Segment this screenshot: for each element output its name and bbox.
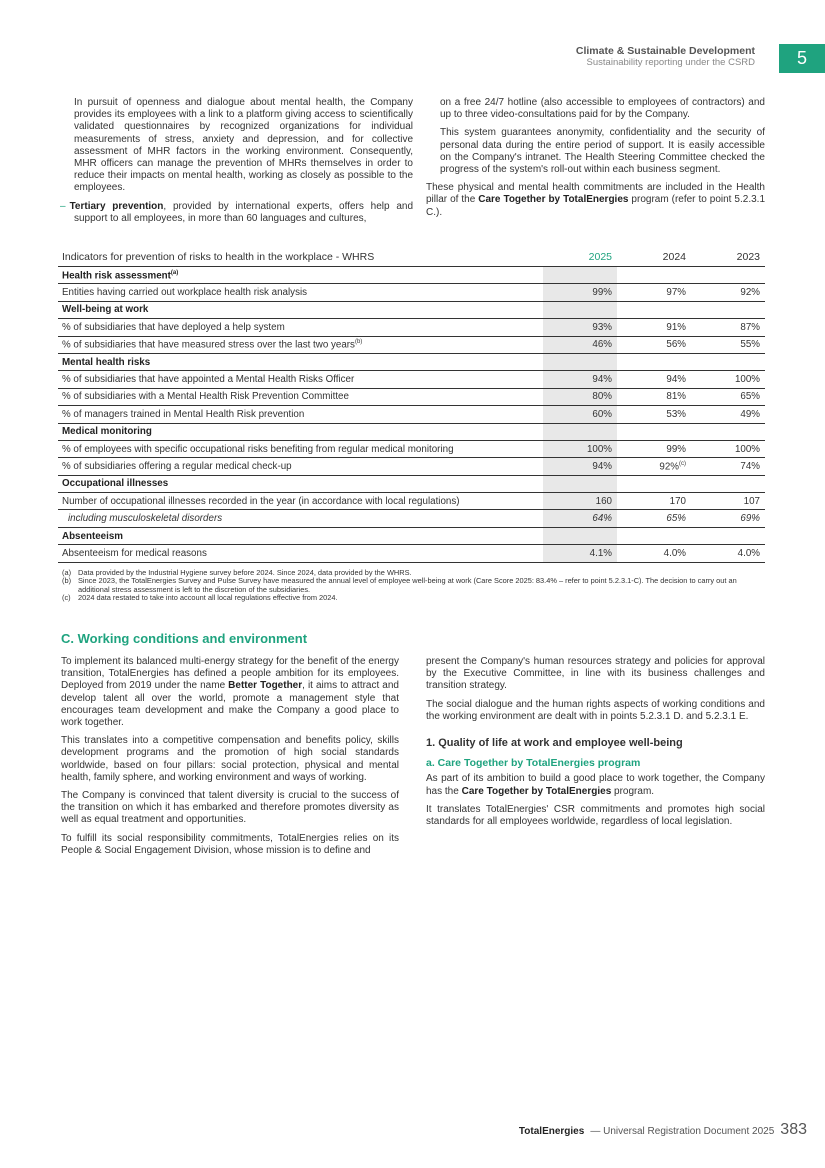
row-value: 100%	[691, 440, 765, 457]
program-name: Care Together by TotalEnergies	[478, 194, 629, 206]
table-row	[58, 545, 765, 562]
better-together: Better Together	[228, 680, 303, 692]
table-row	[58, 319, 765, 336]
paragraph: It translates TotalEnergies' CSR commitments and promotes high social standards for all employees worldwide, regardless of local legislation.	[426, 803, 765, 828]
top-right-column	[426, 97, 765, 225]
row-value: 53%	[617, 406, 691, 423]
page-number: 383	[780, 1121, 807, 1138]
row-label: % of subsidiaries with a Mental Health Risk Prevention Committee	[58, 388, 543, 405]
paragraph	[426, 182, 765, 219]
chapter-tab: 5	[779, 44, 825, 73]
row-value: 94%	[617, 371, 691, 388]
indicators-table	[58, 248, 765, 563]
footer-doc: — Universal Registration Document 2025	[590, 1126, 775, 1137]
section-label: Medical monitoring	[58, 423, 543, 440]
paragraph: on a free 24/7 hotline (also accessible to employees of contractors) and up to three video-consultations paid for by the Company.	[440, 97, 765, 121]
row-value: 60%	[543, 406, 617, 423]
section-c-right-column	[426, 656, 765, 834]
table-section-row	[58, 353, 765, 370]
row-value: 92%$^{(c)}$	[617, 458, 691, 475]
row-value: 99%	[543, 284, 617, 301]
header-subtitle: Sustainability reporting under the CSRD	[586, 57, 755, 68]
footnote: (b) Since 2023, the TotalEnergies Survey and Pulse Survey have measured the annual level of employee well-being at work (Care Score 2025: 83.4% – refer to point 5.2.3.1-C). The decision to carry out an additional stress assessment is left to the discretion of the subsidiaries.	[62, 576, 737, 594]
row-label: % of subsidiaries that have measured stress over the last two years$^{(b)}$	[58, 336, 543, 353]
row-value: 4.0%	[691, 545, 765, 562]
row-value: 4.0%	[617, 545, 691, 562]
row-value: 93%	[543, 319, 617, 336]
top-left-column	[60, 97, 413, 231]
bullet-dash: –	[60, 200, 66, 212]
row-label: Number of occupational illnesses recorded in the year (in accordance with local regulations)	[58, 493, 543, 510]
row-value: 92%	[691, 284, 765, 301]
year-header: 2025	[543, 248, 617, 267]
row-value: 4.1%	[543, 545, 617, 562]
paragraph: To fulfill its social responsibility commitments, TotalEnergies relies on its People & Social Engagement Division, whose mission is to define and	[61, 832, 399, 856]
paragraph: This translates into a competitive compensation and benefits policy, skills development programs and the promotion of high social standards worldwide, based on four pillars: social protection, physical and mental health, family sphere, and working environment and ways of working.	[61, 735, 399, 783]
text: program.	[611, 785, 655, 797]
row-value: 56%	[617, 336, 691, 353]
year-header: 2024	[617, 248, 691, 267]
paragraph: In pursuit of openness and dialogue about mental health, the Company provides its employees with a link to a platform giving access to scientifically validated questionnaires by recognized organizations for individual measurements of stress, anxiety and depression, and for collective assessment of MHR factors in the working environment. Consequently, MHR officers can manage the prevention of MHRs themselves in order to reduce their impacts on mental health, working as closely as possible to the employees.	[74, 97, 413, 194]
row-label: Absenteeism for medical reasons	[58, 545, 543, 562]
row-label: Entities having carried out workplace health risk analysis	[58, 284, 543, 301]
row-value: 107	[691, 493, 765, 510]
table-row	[58, 510, 765, 527]
text: program (refer to point 5.2.3.1 C.).	[426, 194, 766, 218]
text: As part of its ambition to build a good place to work together, the Company has the	[426, 773, 765, 797]
table-row	[58, 336, 765, 353]
section-label: Well-being at work	[58, 301, 543, 318]
subsection-heading: 1. Quality of life at work and employee well-being	[426, 737, 683, 750]
table-title: Indicators for prevention of risks to health in the workplace - WHRS	[58, 248, 543, 267]
table-header-row	[58, 248, 765, 267]
table-row	[58, 458, 765, 475]
table-row	[58, 284, 765, 301]
row-label: % of employees with specific occupational risks benefiting from regular medical monitoring	[58, 440, 543, 457]
row-value: 55%	[691, 336, 765, 353]
row-value: 80%	[543, 388, 617, 405]
section-c-left-column	[61, 656, 399, 863]
table-row	[58, 371, 765, 388]
table-section-row	[58, 267, 765, 284]
year-header: 2023	[691, 248, 765, 267]
paragraph: The Company is convinced that talent diversity is crucial to the success of the transition on which it has embarked and therefore promotes diversity as well as equal treatment and opportunities.	[61, 790, 399, 826]
section-label: Absenteeism	[58, 527, 543, 544]
table-row	[58, 388, 765, 405]
footer-brand: TotalEnergies	[518, 1126, 585, 1137]
row-value: 46%	[543, 336, 617, 353]
bullet-bold: Tertiary prevention	[69, 200, 164, 212]
header-title: Climate & Sustainable Development	[575, 45, 755, 57]
row-value: 65%	[691, 388, 765, 405]
row-label: % of managers trained in Mental Health Risk prevention	[58, 406, 543, 423]
table-row	[58, 440, 765, 457]
row-value: 74%	[691, 458, 765, 475]
table-section-row	[58, 301, 765, 318]
sub-subsection-heading: a. Care Together by TotalEnergies program	[426, 757, 641, 770]
table-section-row	[58, 423, 765, 440]
row-label: % of subsidiaries that have deployed a help system	[58, 319, 543, 336]
row-label: including musculoskeletal disorders	[58, 510, 543, 527]
row-value: 100%	[691, 371, 765, 388]
bullet-text: , provided by international experts, offers help and support to all employees, in more than 60 languages and cultures,	[74, 200, 413, 224]
row-value: 99%	[617, 440, 691, 457]
row-value: 49%	[691, 406, 765, 423]
table-row	[58, 406, 765, 423]
paragraph: The social dialogue and the human rights aspects of working conditions and the working environment are dealt with in points 5.2.3.1 D. and 5.2.3.1 E.	[426, 698, 765, 722]
row-value: 91%	[617, 319, 691, 336]
paragraph: This system guarantees anonymity, confidentiality and the security of personal data during the entire period of support. It is easily accessible on the Company's intranet. The Health Steering Committee checked the progress of the system's roll-out within each business segment.	[440, 127, 765, 176]
section-c-heading: C. Working conditions and environment	[61, 631, 308, 646]
row-value: 100%	[543, 440, 617, 457]
text: To implement its balanced multi-energy strategy for the benefit of the energy transition, TotalEnergies has defined a people ambition for its employees. Deployed from 2019 under the name	[61, 656, 399, 692]
row-value: 170	[617, 493, 691, 510]
text: , it aims to attract and develop talent all over the world, promote a management style that encourages team development and make the Company a good place to work together.	[61, 680, 399, 729]
footnote: (c) 2024 data restated to take into account all local regulations effective from 2024.	[62, 593, 338, 603]
row-value: 160	[543, 493, 617, 510]
row-value: 64%	[543, 510, 617, 527]
row-value: 97%	[617, 284, 691, 301]
paragraph	[61, 656, 399, 729]
row-label: % of subsidiaries that have appointed a Mental Health Risks Officer	[58, 371, 543, 388]
table-row	[58, 493, 765, 510]
table-footnotes	[62, 569, 767, 603]
row-value: 81%	[617, 388, 691, 405]
footnote: (a) Data provided by the Industrial Hygiene survey before 2024. Since 2024, data provided by the WHRS.	[62, 568, 412, 577]
row-value: 87%	[691, 319, 765, 336]
section-label: Mental health risks	[58, 353, 543, 370]
page-footer	[519, 1121, 807, 1139]
row-value: 65%	[617, 510, 691, 527]
program-name: Care Together by TotalEnergies	[461, 785, 612, 797]
row-value: 94%	[543, 458, 617, 475]
table-section-row	[58, 527, 765, 544]
section-label: Health risk assessment$^{(a)}$	[58, 267, 543, 284]
table-section-row	[58, 475, 765, 492]
paragraph	[426, 773, 765, 797]
row-label: % of subsidiaries offering a regular medical check-up	[58, 458, 543, 475]
text: These physical and mental health commitments are included in the Health pillar of the	[426, 182, 765, 206]
section-label: Occupational illnesses	[58, 475, 543, 492]
row-value: 94%	[543, 371, 617, 388]
paragraph: present the Company's human resources strategy and policies for approval by the Executive Committee, in line with its business challenges and transition strategy.	[426, 656, 765, 692]
row-value: 69%	[691, 510, 765, 527]
bullet-tertiary-prevention	[60, 201, 413, 225]
